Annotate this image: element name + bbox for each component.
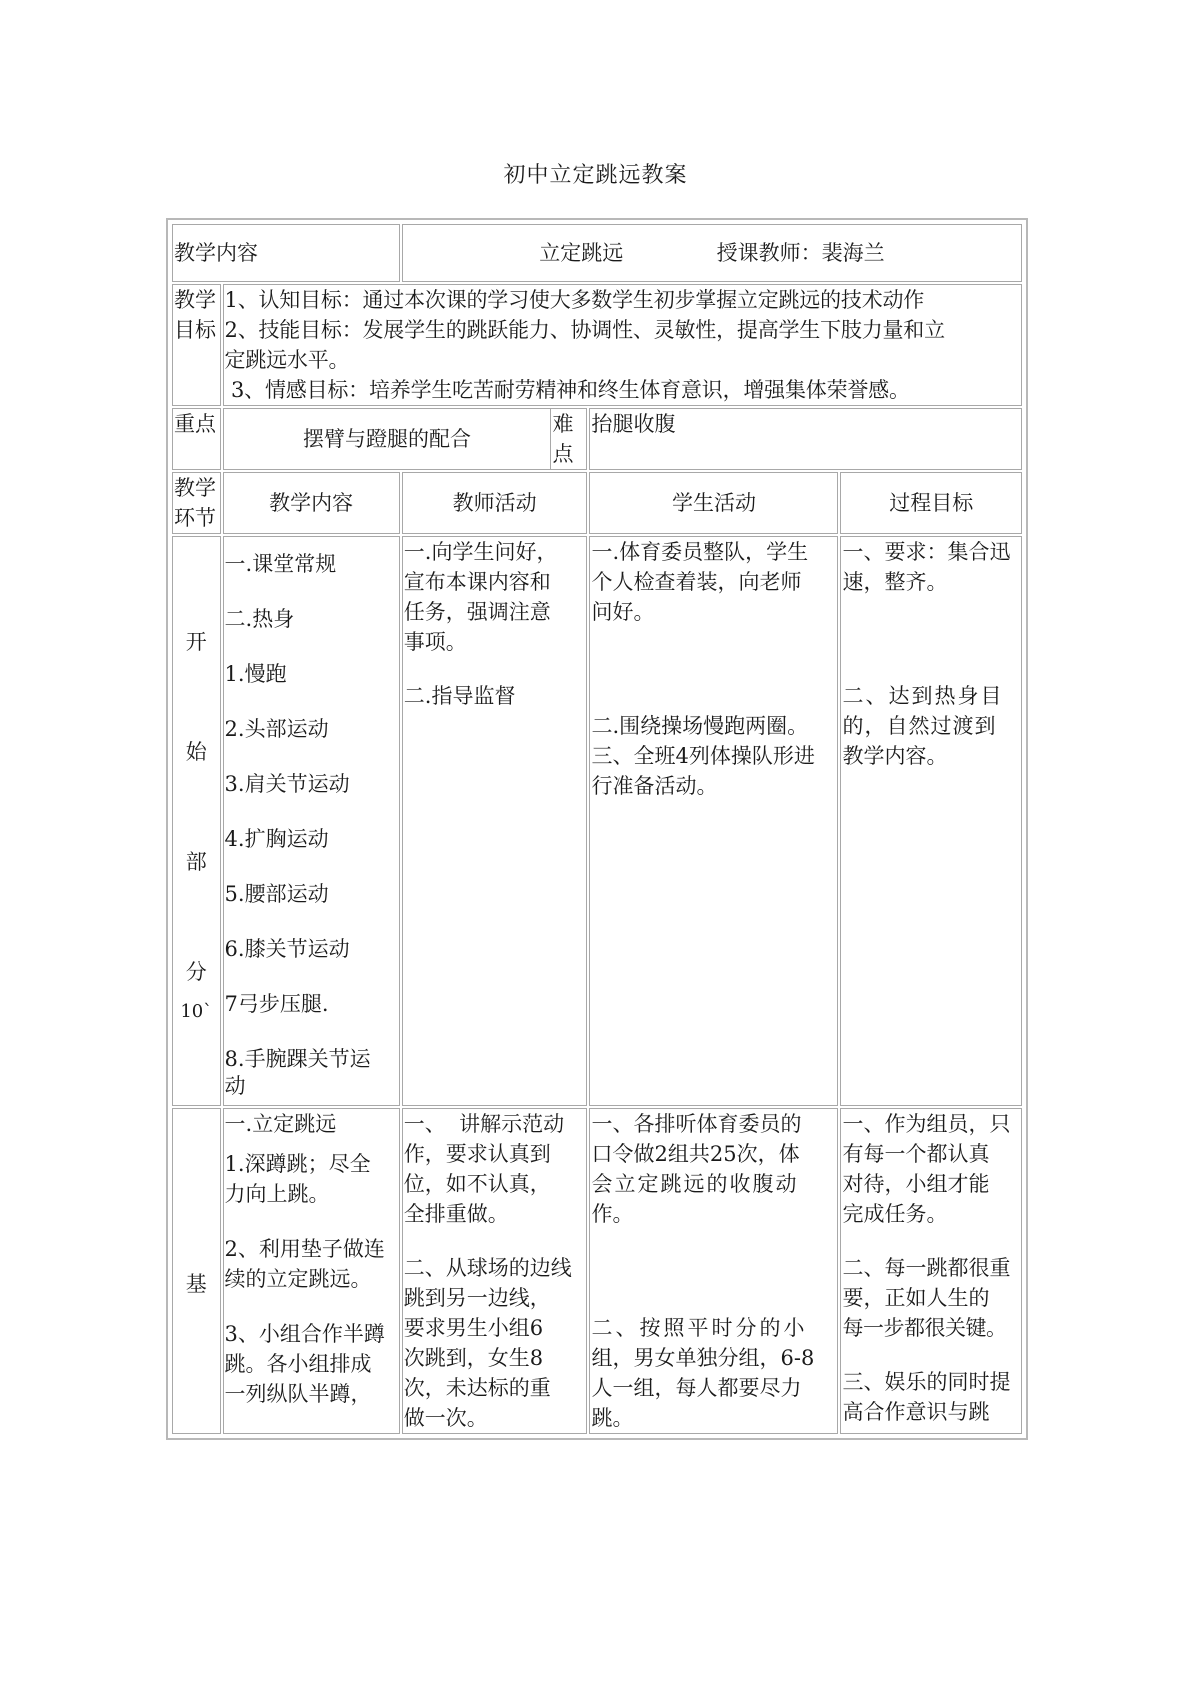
start-goal-line: 速，整齐。	[842, 570, 948, 594]
lesson-plan-table-wrapper	[166, 218, 1028, 1440]
basic-goal-line: 有每一个都认真	[842, 1142, 990, 1166]
key-point-inner	[224, 409, 587, 469]
start-teacher	[402, 536, 588, 1106]
start-teacher-line: 一.向学生问好，	[403, 540, 558, 564]
basic-teacher-line: 次，未达标的重	[403, 1376, 551, 1400]
basic-content-line: 一.立定跳远	[224, 1112, 337, 1136]
header-stage-line: 环节	[174, 506, 216, 530]
start-content-list	[225, 537, 398, 1087]
difficult-point-value: 抬腿收腹	[589, 408, 1022, 470]
objective-line: 2、技能目标：发展学生的跳跃能力、协调性、灵敏性，提高学生下肢力量和立	[224, 318, 945, 342]
basic-student-line: 跳。	[591, 1406, 634, 1430]
basic-goal-line: 每一步都很关键。	[842, 1316, 1007, 1340]
teacher-name-text: 授课教师：裴海兰	[716, 241, 885, 265]
row-teaching-content	[172, 224, 1022, 282]
basic-goal-line: 三、娱乐的同时提	[842, 1370, 1011, 1394]
basic-teacher-line: 位，如不认真，	[403, 1172, 551, 1196]
basic-teacher-line: 二、从球场的边线	[403, 1256, 572, 1280]
basic-teacher-line: 要求男生小组6	[403, 1316, 544, 1340]
objectives-label-line: 教学	[174, 288, 216, 312]
section-label-char: 分	[185, 960, 207, 984]
start-goal	[840, 536, 1022, 1106]
basic-content	[223, 1108, 400, 1434]
start-teacher-line: 事项。	[403, 630, 467, 654]
section-time: 10`	[180, 1001, 213, 1022]
start-goal-line: 二、达到热身目	[842, 684, 1004, 708]
basic-teacher	[402, 1108, 588, 1434]
basic-student-line: 人一组，每人都要尽力	[591, 1376, 802, 1400]
topic-text: 立定跳远	[539, 241, 624, 265]
section-label-char: 开	[185, 630, 207, 654]
start-content-item: 动	[224, 1074, 246, 1098]
header-student: 学生活动	[589, 472, 838, 534]
start-content-item: 1.慢跑	[224, 662, 287, 686]
basic-content-line: 1.深蹲跳；尽全	[224, 1152, 371, 1176]
basic-student-line: 二、按照平时分的小	[591, 1316, 808, 1340]
start-content-item: 8.手腕踝关节运	[224, 1047, 371, 1071]
basic-goal	[840, 1108, 1022, 1434]
basic-goal-line: 对待，小组才能	[842, 1172, 990, 1196]
objectives-label	[172, 284, 221, 406]
basic-content-line: 力向上跳。	[224, 1182, 330, 1206]
basic-content-line: 续的立定跳远。	[224, 1267, 372, 1291]
difficult-label-line: 难	[552, 412, 574, 436]
basic-content-line: 跳。各小组排成	[224, 1352, 372, 1376]
section-label-char: 基	[185, 1272, 207, 1296]
basic-goal-line: 一、作为组员，只	[842, 1112, 1011, 1136]
key-point-value: 摆臂与蹬腿的配合	[303, 427, 471, 451]
objective-line: 1、认知目标：通过本次课的学习使大多数学生初步掌握立定跳远的技术动作	[224, 288, 925, 312]
objectives-label-line: 目标	[174, 318, 216, 342]
row-basic-section	[172, 1108, 1022, 1434]
start-section-label	[172, 536, 221, 1106]
header-content: 教学内容	[223, 472, 400, 534]
objective-line: 定跳远水平。	[224, 348, 350, 372]
start-content-item: 2.头部运动	[224, 717, 329, 741]
start-teacher-line: 任务，强调注意	[403, 600, 551, 624]
header-stage	[172, 472, 221, 534]
start-goal-line: 一、要求：集合迅	[842, 540, 1011, 564]
start-student-line: 问好。	[591, 600, 655, 624]
row-column-headers	[172, 472, 1022, 534]
start-teacher-line: 宣布本课内容和	[403, 570, 551, 594]
start-student-line: 二.围绕操场慢跑两圈。	[591, 714, 809, 738]
basic-goal-line: 二、每一跳都很重	[842, 1256, 1011, 1280]
basic-goal-line: 完成任务。	[842, 1202, 948, 1226]
basic-student-line: 一、各排听体育委员的	[591, 1112, 802, 1136]
start-content-item: 二.热身	[224, 607, 295, 631]
start-student	[589, 536, 838, 1106]
teaching-content-value	[402, 224, 1022, 282]
basic-section-label	[172, 1108, 221, 1434]
objectives-text	[223, 284, 1022, 406]
basic-goal-line: 要，正如人生的	[842, 1286, 990, 1310]
key-point-cell	[223, 408, 588, 470]
start-content-item: 3.肩关节运动	[224, 772, 350, 796]
row-key-points	[172, 408, 1022, 470]
start-content	[223, 536, 400, 1106]
start-goal-line: 教学内容。	[842, 744, 948, 768]
basic-student-line: 作。	[591, 1202, 634, 1226]
start-content-item: 7弓步压腿.	[224, 992, 329, 1016]
row-start-section	[172, 536, 1022, 1106]
row-objectives	[172, 284, 1022, 406]
difficult-point-label	[550, 409, 586, 469]
basic-student-line: 会立定跳远的收腹动	[591, 1172, 799, 1196]
basic-goal-line: 高合作意识与跳	[842, 1400, 990, 1424]
basic-student-line: 口令做2组共25次，体	[591, 1142, 800, 1166]
basic-teacher-line: 作，要求认真到	[403, 1142, 551, 1166]
basic-content-line: 3、小组合作半蹲	[224, 1322, 385, 1346]
start-content-item: 5.腰部运动	[224, 882, 329, 906]
basic-content-line: 一列纵队半蹲，	[224, 1382, 372, 1406]
objective-line: 3、情感目标：培养学生吃苦耐劳精神和终生体育意识，增强集体荣誉感。	[224, 378, 910, 402]
basic-student	[589, 1108, 838, 1434]
basic-content-line: 2、利用垫子做连	[224, 1237, 385, 1261]
basic-student-line: 组，男女单独分组，6-8	[591, 1346, 815, 1370]
start-student-line: 个人检查着装，向老师	[591, 570, 802, 594]
key-point-label: 重点	[172, 408, 221, 470]
start-content-item: 6.膝关节运动	[224, 937, 350, 961]
section-label-char: 始	[185, 740, 207, 764]
start-goal-line: 的，自然过渡到	[842, 714, 997, 738]
start-content-item: 4.扩胸运动	[224, 827, 329, 851]
header-goal: 过程目标	[840, 472, 1022, 534]
basic-teacher-line: 全排重做。	[403, 1202, 509, 1226]
basic-teacher-line: 跳到另一边线，	[403, 1286, 551, 1310]
header-stage-line: 教学	[174, 476, 216, 500]
document-title: 初中立定跳远教案	[503, 163, 688, 188]
basic-teacher-line: 做一次。	[403, 1406, 488, 1430]
start-student-line: 一.体育委员整队，学生	[591, 540, 809, 564]
start-student-line: 行准备活动。	[591, 774, 718, 798]
start-teacher-line: 二.指导监督	[403, 684, 516, 708]
basic-teacher-line: 次跳到，女生8	[403, 1346, 544, 1370]
teaching-content-label: 教学内容	[172, 224, 400, 282]
header-teacher: 教师活动	[402, 472, 588, 534]
start-student-line: 三、全班4列体操队形进	[591, 744, 815, 768]
section-label-char: 部	[185, 850, 207, 874]
difficult-label-line: 点	[552, 442, 574, 466]
start-content-item: 一.课堂常规	[224, 552, 337, 576]
lesson-plan-table	[170, 222, 1024, 1436]
basic-teacher-line: 一、 讲解示范动	[403, 1112, 565, 1136]
